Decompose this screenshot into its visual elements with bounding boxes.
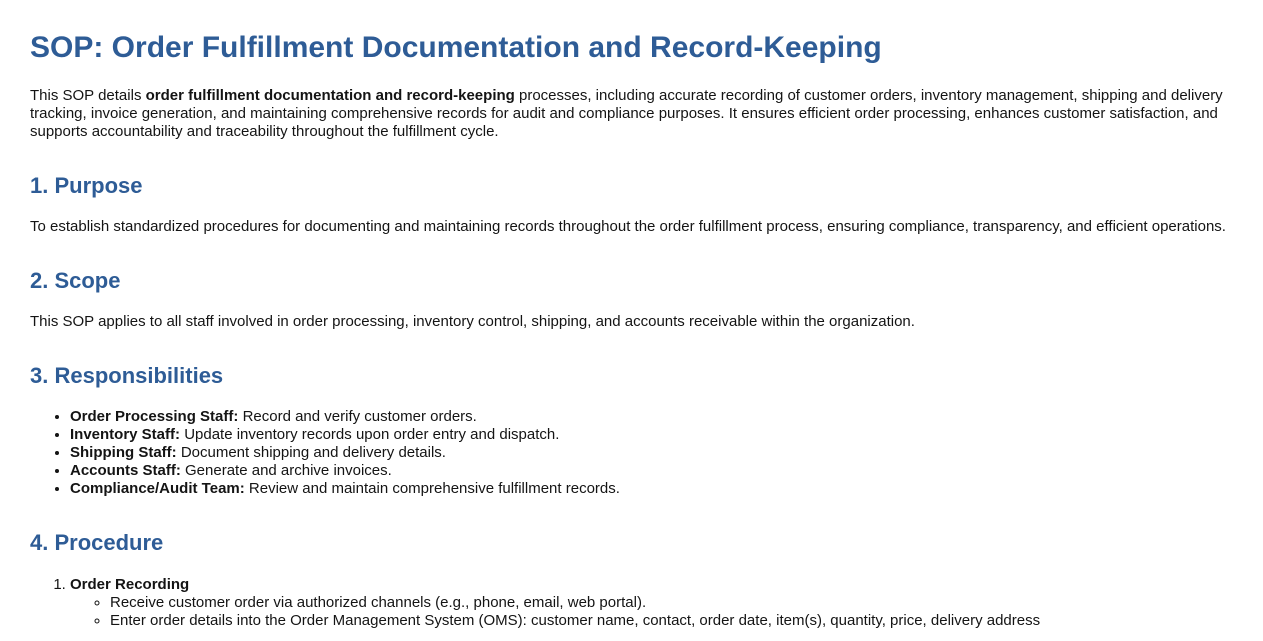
procedure-step	[70, 576, 1233, 630]
intro-text-post: processes, including accurate recording of customer orders, inventory management, shipping and delivery tracking, invoice generation, and maintaining comprehensive records for audit and compliance purposes. It ensures efficient order processing, enhances customer satisfaction, and supports accountability and traceability throughout the fulfillment cycle.	[30, 86, 1223, 140]
intro-text-bold: order fulfillment documentation and record-keeping	[145, 86, 515, 104]
responsibility-item	[70, 408, 1233, 426]
section-heading-scope: 2. Scope	[30, 267, 121, 293]
responsibility-item	[70, 480, 1233, 498]
responsibility-role-label: Inventory Staff:	[70, 426, 181, 444]
responsibility-item	[70, 426, 1233, 444]
responsibility-task-text: Review and maintain comprehensive fulfillment records.	[248, 480, 620, 498]
section-heading-purpose: 1. Purpose	[30, 172, 143, 198]
responsibility-task-text: Document shipping and delivery details.	[180, 444, 446, 462]
responsibility-role-label: Accounts Staff:	[70, 462, 181, 480]
page-title: SOP: Order Fulfillment Documentation and Record-Keeping	[30, 31, 882, 64]
section-heading-responsibilities: 3. Responsibilities	[30, 363, 224, 389]
responsibility-role-label: Order Processing Staff:	[70, 408, 239, 426]
responsibility-item	[70, 462, 1233, 480]
procedure-step-title: Order Recording	[70, 575, 190, 593]
intro-text-pre: This SOP details	[30, 86, 146, 104]
intro-paragraph	[30, 87, 1233, 141]
responsibility-item	[70, 444, 1233, 462]
responsibility-role-label: Compliance/Audit Team:	[70, 480, 245, 498]
purpose-text: To establish standardized procedures for documenting and maintaining records throughout the order fulfillment process, ensuring compliance, transparency, and efficient operations.	[30, 217, 1226, 235]
scope-text: This SOP applies to all staff involved in order processing, inventory control, shipping, and accounts receivable within the organization.	[30, 313, 915, 331]
responsibility-task-text: Generate and archive invoices.	[185, 462, 392, 480]
procedure-substep: ◦ Enter order details into the Order Management System (OMS): customer name, contact, order date, item(s), quantity, price, delivery address	[110, 612, 1233, 630]
responsibility-task-text: Update inventory records upon order entry and dispatch.	[184, 426, 560, 444]
procedure-substep: ◦ Receive customer order via authorized channels (e.g., phone, email, web portal).	[110, 594, 1233, 612]
responsibility-task-text: Record and verify customer orders.	[242, 408, 477, 426]
section-heading-procedure: 4. Procedure	[30, 530, 164, 556]
responsibility-role-label: Shipping Staff:	[70, 444, 177, 462]
procedure-list	[30, 576, 1233, 630]
responsibilities-list	[30, 408, 1233, 498]
procedure-substep-list	[70, 594, 1233, 630]
